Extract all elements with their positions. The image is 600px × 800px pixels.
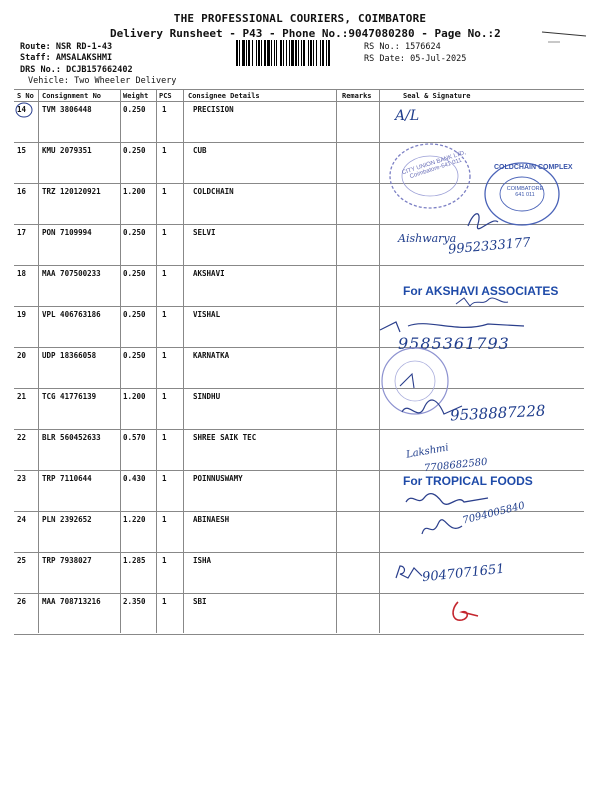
row-weight: 0.570: [123, 433, 146, 442]
row-divider: [14, 142, 584, 143]
signature-row-17-name: Aishwarya: [398, 232, 457, 245]
row-consignee: KARNATKA: [193, 351, 230, 360]
document-subtitle: Delivery Runsheet - P43 - Phone No.:9047080280 - Page No.:2: [110, 27, 501, 40]
row-divider: [14, 634, 584, 635]
drs-value: DCJB157662402: [66, 65, 133, 75]
row-sno: 21: [17, 392, 27, 401]
staff-line: [20, 53, 112, 63]
route-label: Route:: [20, 42, 51, 52]
row-consignment-no: TCG 41776139: [42, 392, 97, 401]
row-consignment-no: UDP 18366058: [42, 351, 97, 360]
row-consignment-no: PLN 2392652: [42, 515, 92, 524]
row-pcs: 1: [162, 433, 167, 442]
row-weight: 0.250: [123, 310, 146, 319]
pen-stroke-mark: [540, 26, 590, 46]
row-consignment-no: TRP 7110644: [42, 474, 92, 483]
row-divider: [14, 552, 584, 553]
row-consignee: POINNUSWAMY: [193, 474, 243, 483]
col-header-sno: S No: [17, 92, 34, 100]
row-consignee: SELVI: [193, 228, 216, 237]
row-consignee: AKSHAVI: [193, 269, 225, 278]
rs-date-label: RS Date:: [364, 54, 405, 64]
barcode: [236, 40, 358, 66]
col-header-signature: Seal & Signature: [403, 92, 471, 100]
row-consignee: SBI: [193, 597, 207, 606]
row-consignment-no: TVM 3806448: [42, 105, 92, 114]
row-sno: 16: [17, 187, 27, 196]
rs-no-label: RS No.:: [364, 42, 400, 52]
tropical-foods-seal-stamp: For TROPICAL FOODS: [403, 474, 533, 488]
signature-row-21-phone: 9538887228: [449, 401, 546, 425]
route-line: [20, 42, 112, 52]
signature-row-23-scribble: [402, 490, 492, 510]
row-consignment-no: PON 7109994: [42, 228, 92, 237]
row-weight: 0.430: [123, 474, 146, 483]
row-consignee: SHREE SAIK TEC: [193, 433, 257, 442]
row-weight: 0.250: [123, 228, 146, 237]
row-pcs: 1: [162, 392, 167, 401]
row-divider: [14, 470, 584, 471]
row-pcs: 1: [162, 515, 167, 524]
row-sno: 20: [17, 351, 27, 360]
col-header-remarks: Remarks: [342, 92, 372, 100]
signature-row-25-phone: 9047071651: [421, 561, 506, 586]
row-divider: [14, 429, 584, 430]
row-sno: 19: [17, 310, 27, 319]
row-weight: 0.250: [123, 105, 146, 114]
signature-row-18-scribble: [452, 294, 512, 310]
rs-date-value: 05-Jul-2025: [410, 54, 467, 64]
row-consignee: CUB: [193, 146, 207, 155]
row-consignment-no: MAA 708713216: [42, 597, 101, 606]
signature-row-20-phone: 9585361793: [398, 334, 510, 353]
row-consignment-no: KMU 2079351: [42, 146, 92, 155]
row-consignment-no: MAA 707500233: [42, 269, 101, 278]
row-pcs: 1: [162, 597, 167, 606]
row-weight: 0.250: [123, 351, 146, 360]
staff-value: AMSALAKSHMI: [55, 53, 113, 63]
row-sno: 22: [17, 433, 27, 442]
signature-row-24-scribble: [418, 516, 468, 542]
row-consignment-no: BLR 560452633: [42, 433, 101, 442]
route-value: NSR RD-1-43: [55, 42, 113, 52]
vehicle-label: Vehicle:: [28, 76, 69, 86]
rs-no-value: 1576624: [404, 42, 441, 52]
col-header-pcs: PCS: [159, 92, 172, 100]
row-pcs: 1: [162, 474, 167, 483]
col-header-consignee: Consignee Details: [188, 92, 260, 100]
row-sno: 26: [17, 597, 27, 606]
signature-row-24-phone: 7094005840: [461, 500, 527, 527]
coldchain-seal-outer: COLDCHAIN COMPLEX: [494, 164, 573, 171]
rs-date-line: [364, 54, 466, 64]
col-header-weight: Weight: [123, 92, 149, 100]
row-weight: 2.350: [123, 597, 146, 606]
row-divider: [14, 265, 584, 266]
table-top-border: [14, 89, 584, 90]
signature-row-14: A/L: [395, 108, 420, 124]
signature-row-26-scribble: [448, 598, 482, 626]
row-sno: 18: [17, 269, 27, 278]
row-weight: 1.220: [123, 515, 146, 524]
row-sno: 14: [17, 105, 27, 114]
vehicle-value: Two Wheeler Delivery: [74, 76, 177, 86]
row-consignee: ISHA: [193, 556, 212, 565]
row-consignment-no: TRP 7938027: [42, 556, 92, 565]
drs-label: DRS No.:: [20, 65, 61, 75]
row-weight: 1.200: [123, 392, 146, 401]
row-divider: [14, 388, 584, 389]
row-weight: 0.250: [123, 146, 146, 155]
row-consignee: VISHAL: [193, 310, 221, 319]
row-consignee: PRECISION: [193, 105, 234, 114]
col-header-consignment: Consignment No: [42, 92, 102, 100]
row-sno: 15: [17, 146, 27, 155]
row-pcs: 1: [162, 269, 167, 278]
staff-label: Staff:: [20, 53, 51, 63]
row-weight: 1.285: [123, 556, 146, 565]
row-consignee: SINDHU: [193, 392, 221, 401]
row-pcs: 1: [162, 556, 167, 565]
row-pcs: 1: [162, 351, 167, 360]
signature-row-22-name: Lakshmi: [405, 442, 450, 461]
table-header-border: [14, 101, 584, 102]
row-pcs: 1: [162, 105, 167, 114]
signature-row-16-scribble: [464, 206, 504, 234]
akshavi-seal-stamp: For AKSHAVI ASSOCIATES: [403, 284, 559, 298]
row-weight: 0.250: [123, 269, 146, 278]
row-sno: 24: [17, 515, 27, 524]
coldchain-seal-inner: COIMBATORE 641 011: [506, 186, 544, 198]
row-sno: 17: [17, 228, 27, 237]
vehicle-line: [28, 76, 176, 86]
drs-line: [20, 65, 133, 75]
row-consignment-no: VPL 406763186: [42, 310, 101, 319]
signature-row-17-phone: 9952333177: [447, 235, 532, 258]
row-pcs: 1: [162, 146, 167, 155]
row-pcs: 1: [162, 228, 167, 237]
row-weight: 1.200: [123, 187, 146, 196]
row-sno: 23: [17, 474, 27, 483]
row-sno: 25: [17, 556, 27, 565]
rs-no-line: [364, 42, 441, 52]
row-consignee: COLDCHAIN: [193, 187, 234, 196]
bank-seal-text: CITY UNION BANK LTD, Coimbatore-641 011: [401, 149, 467, 181]
circle-mark: [14, 101, 34, 119]
document-title: THE PROFESSIONAL COURIERS, COIMBATORE: [173, 12, 427, 25]
row-pcs: 1: [162, 187, 167, 196]
row-consignment-no: TRZ 120120921: [42, 187, 101, 196]
row-divider: [14, 593, 584, 594]
signature-row-22-phone: 7708682580: [423, 456, 489, 475]
row-consignee: ABINAESH: [193, 515, 230, 524]
row-pcs: 1: [162, 310, 167, 319]
